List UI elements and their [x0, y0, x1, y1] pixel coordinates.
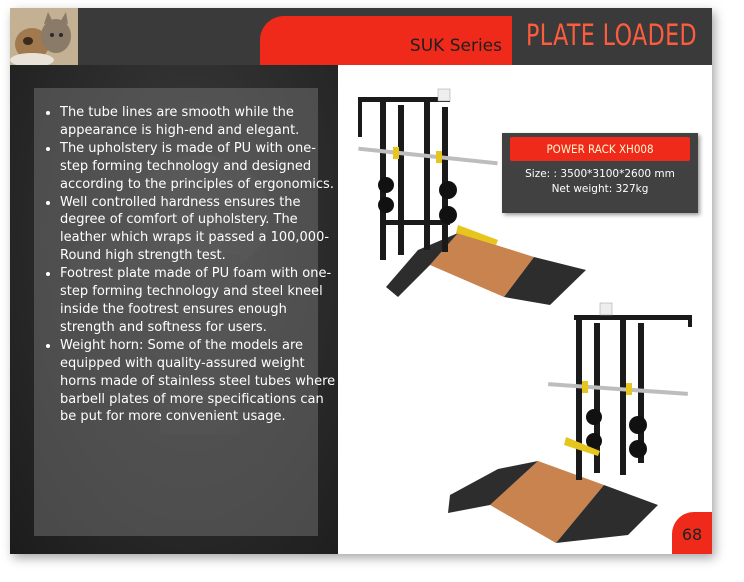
power-rack-bottom [448, 303, 692, 543]
feature-item: • The tube lines are smooth while the appearance is high-end and elegant. [60, 104, 336, 140]
product-size: Size: : 3500*3100*2600 mm [525, 168, 675, 180]
page-number: 68 [672, 512, 712, 554]
catalog-page [10, 8, 712, 554]
product-name: POWER RACK XH008 [510, 137, 690, 161]
feature-item: • Well controlled hardness ensures the degree of comfort of upholstery. The leather which wraps it passed a 100,000-Round high strength test. [60, 194, 336, 266]
series-tab [260, 16, 512, 65]
category-title: PLATE LOADED [526, 18, 698, 52]
feature-item: • Weight horn: Some of the models are equipped with quality-assured weight horns made of stainless steel tubes where barbell plates of more specifications can be put for more convenient usage. [60, 337, 336, 427]
feature-item: • The upholstery is made of PU with one-step forming technology and designed according to the principles of ergonomics. [60, 140, 336, 194]
series-label: SUK Series [409, 36, 502, 56]
feature-item: • Footrest plate made of PU foam with one-step forming technology and steel kneel inside the footrest ensures enough strength and softness for users. [60, 265, 336, 337]
product-weight: Net weight: 327kg [551, 183, 649, 195]
feature-list [44, 104, 336, 426]
pets-photo-logo [10, 8, 78, 65]
